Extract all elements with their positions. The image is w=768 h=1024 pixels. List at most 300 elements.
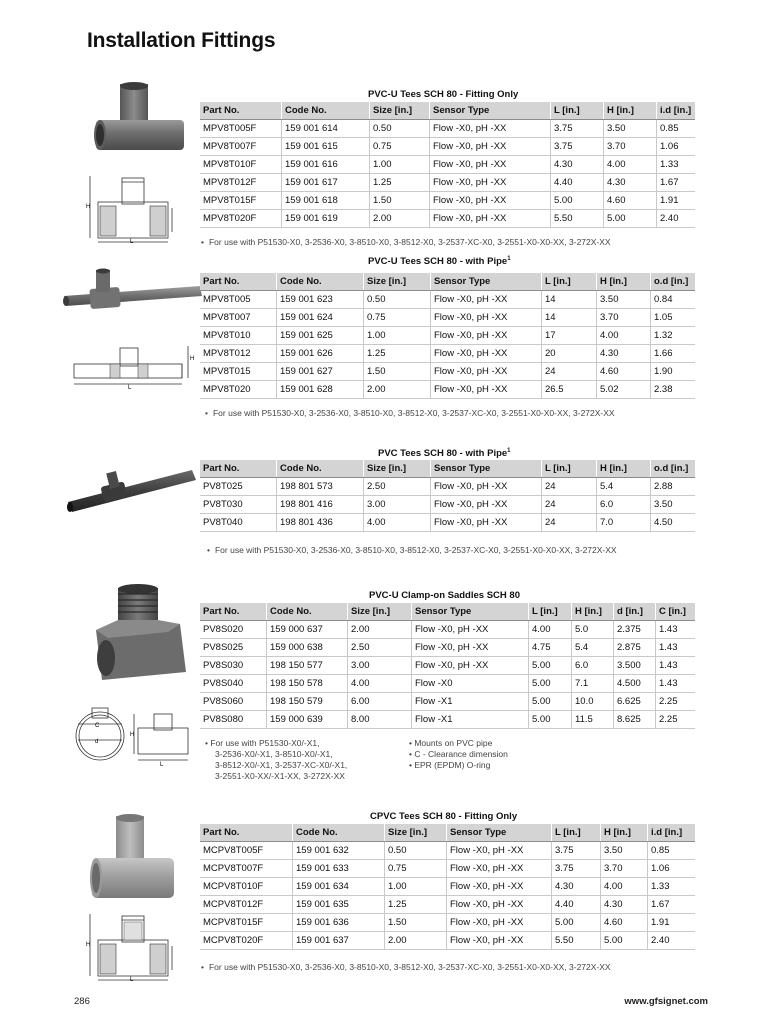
table-cell: 1.43 xyxy=(656,621,696,639)
table-cell: 159 000 639 xyxy=(267,711,348,729)
col-header: Part No. xyxy=(200,460,277,478)
table-cell: 6.00 xyxy=(348,693,412,711)
table-cell: MPV8T020 xyxy=(200,381,277,399)
table-cell: 3.50 xyxy=(604,120,657,138)
table-cell: 2.375 xyxy=(614,621,656,639)
table-cell: 1.50 xyxy=(385,914,447,932)
table-cell: 198 150 577 xyxy=(267,657,348,675)
table-cell: 8.625 xyxy=(614,711,656,729)
table-cell: 159 001 636 xyxy=(293,914,385,932)
spec-table xyxy=(200,824,695,950)
table-cell: 4.50 xyxy=(651,514,696,532)
section-title: PVC-U Clamp-on Saddles SCH 80 xyxy=(369,590,520,601)
table-cell: 1.43 xyxy=(656,657,696,675)
dimension-label: L xyxy=(130,977,134,982)
table-cell: Flow -X0, pH -XX xyxy=(447,860,552,878)
table-cell: 3.75 xyxy=(552,842,601,860)
col-header: Part No. xyxy=(200,273,277,291)
table-cell: PV8T040 xyxy=(200,514,277,532)
table-cell: PV8T025 xyxy=(200,478,277,496)
table-cell: Flow -X0, pH -XX xyxy=(431,478,542,496)
table-row xyxy=(200,309,695,327)
table-cell: 2.88 xyxy=(651,478,696,496)
section-title: PVC-U Tees SCH 80 - with Pipe$^1$ xyxy=(368,256,511,268)
table-cell: 1.67 xyxy=(648,896,696,914)
table-cell: Flow -X0, pH -XX xyxy=(430,210,551,228)
table-cell: 1.50 xyxy=(370,192,430,210)
table-cell: 6.0 xyxy=(597,496,651,514)
table-cell: 3.50 xyxy=(601,842,648,860)
table-cell: Flow -X0, pH -XX xyxy=(431,345,542,363)
table-cell: 159 001 624 xyxy=(277,309,364,327)
table-cell: 2.00 xyxy=(364,381,431,399)
table-row xyxy=(200,291,695,309)
table-cell: 3.70 xyxy=(597,309,651,327)
table-cell: 159 001 632 xyxy=(293,842,385,860)
col-header: Size [in.] xyxy=(385,824,447,842)
table-cell: Flow -X0, pH -XX xyxy=(431,514,542,532)
table-cell: MPV8T012F xyxy=(200,174,282,192)
table-cell: 2.38 xyxy=(651,381,696,399)
table-cell: PV8S060 xyxy=(200,693,267,711)
col-header: Sensor Type xyxy=(430,102,551,120)
table-cell: 1.00 xyxy=(385,878,447,896)
col-header: Size [in.] xyxy=(364,273,431,291)
table-cell: Flow -X0, pH -XX xyxy=(412,657,529,675)
note-text: 3-8512-X0/-X1, 3-2537-XC-X0/-X1, xyxy=(215,760,348,770)
table-row xyxy=(200,860,695,878)
table-row xyxy=(200,120,695,138)
spec-table xyxy=(200,273,695,399)
note-text: C - Clearance dimension xyxy=(414,749,508,759)
table-cell: 3.00 xyxy=(364,496,431,514)
table-cell: MPV8T007 xyxy=(200,309,277,327)
table-cell: 3.00 xyxy=(348,657,412,675)
spec-table xyxy=(200,102,695,228)
table-cell: 2.25 xyxy=(656,711,696,729)
table-cell: 7.1 xyxy=(572,675,614,693)
table-cell: 159 001 637 xyxy=(293,932,385,950)
table-cell: 159 001 634 xyxy=(293,878,385,896)
table-cell: 1.43 xyxy=(656,675,696,693)
table-cell: Flow -X0, pH -XX xyxy=(430,156,551,174)
dim-label-l: L xyxy=(130,239,134,244)
dimension-label: C xyxy=(95,723,100,729)
table-cell: 1.00 xyxy=(364,327,431,345)
table-cell: 159 001 617 xyxy=(282,174,370,192)
col-header: i.d [in.] xyxy=(657,102,696,120)
tee-with-pipe-drawing xyxy=(70,342,200,390)
table-cell: 1.50 xyxy=(364,363,431,381)
saddle-features-note xyxy=(409,738,508,771)
note-text: 3-2551-X0-XX/-X1-XX, 3-272X-XX xyxy=(215,771,345,781)
table-cell: 159 001 619 xyxy=(282,210,370,228)
table-cell: 159 001 618 xyxy=(282,192,370,210)
note-text: • xyxy=(409,749,415,759)
table-cell: 26.5 xyxy=(542,381,597,399)
col-header: Code No. xyxy=(267,603,348,621)
col-header: H [in.] xyxy=(601,824,648,842)
table-cell: 4.30 xyxy=(552,878,601,896)
note-text xyxy=(205,738,347,749)
table-cell: Flow -X0, pH -XX xyxy=(447,914,552,932)
col-header: Size [in.] xyxy=(364,460,431,478)
table-cell: 0.75 xyxy=(364,309,431,327)
table-cell: Flow -X0, pH -XX xyxy=(431,327,542,345)
dim-label-h: H xyxy=(86,204,91,210)
pvc-tee-with-pipe-photo xyxy=(64,462,198,512)
table-cell: 6.625 xyxy=(614,693,656,711)
table-cell: 1.90 xyxy=(651,363,696,381)
clamp-on-saddle-photo xyxy=(88,580,196,688)
table-cell: 1.06 xyxy=(657,138,696,156)
note-text: • xyxy=(409,760,415,770)
table-cell: 0.50 xyxy=(370,120,430,138)
table-cell: 4.00 xyxy=(597,327,651,345)
table-cell: MPV8T015F xyxy=(200,192,282,210)
table-cell: 2.40 xyxy=(657,210,696,228)
table-cell: 4.00 xyxy=(601,878,648,896)
table-cell: MPV8T005F xyxy=(200,120,282,138)
table-cell: 2.875 xyxy=(614,639,656,657)
table-cell: 5.50 xyxy=(551,210,604,228)
table-cell: 198 801 573 xyxy=(277,478,364,496)
col-header: H [in.] xyxy=(572,603,614,621)
table-row xyxy=(200,327,695,345)
col-header: Sensor Type xyxy=(412,603,529,621)
table-cell: MPV8T010 xyxy=(200,327,277,345)
table-row xyxy=(200,639,695,657)
col-header: Code No. xyxy=(277,460,364,478)
table-cell: 5.00 xyxy=(529,693,572,711)
section-title: CPVC Tees SCH 80 - Fitting Only xyxy=(370,811,518,822)
col-header: C [in.] xyxy=(656,603,696,621)
table-row xyxy=(200,192,695,210)
table-row xyxy=(200,345,695,363)
page-number: 286 xyxy=(74,996,90,1007)
table-row xyxy=(200,174,695,192)
table-row xyxy=(200,496,695,514)
table-row xyxy=(200,156,695,174)
table-cell: 1.00 xyxy=(370,156,430,174)
table-cell: 5.02 xyxy=(597,381,651,399)
table-cell: 2.50 xyxy=(364,478,431,496)
table-row xyxy=(200,842,695,860)
table-cell: 3.75 xyxy=(552,860,601,878)
table-cell: 159 001 615 xyxy=(282,138,370,156)
table-cell: Flow -X0, pH -XX xyxy=(430,174,551,192)
table-cell: 4.30 xyxy=(551,156,604,174)
cpvc-tee-dimension-drawing xyxy=(86,910,178,982)
table-cell: 159 001 635 xyxy=(293,896,385,914)
table-cell: 159 001 623 xyxy=(277,291,364,309)
table-cell: MCPV8T007F xyxy=(200,860,293,878)
table-cell: 159 001 626 xyxy=(277,345,364,363)
table-cell: MPV8T012 xyxy=(200,345,277,363)
col-header: o.d [in.] xyxy=(651,460,696,478)
table-cell: 3.75 xyxy=(551,138,604,156)
table-cell: 1.91 xyxy=(657,192,696,210)
table-cell: 2.40 xyxy=(648,932,696,950)
table-cell: 0.75 xyxy=(385,860,447,878)
table-cell: 4.00 xyxy=(529,621,572,639)
table-cell: 4.30 xyxy=(601,896,648,914)
table-cell: 24 xyxy=(542,363,597,381)
table-row xyxy=(200,914,695,932)
table-row xyxy=(200,210,695,228)
dimension-label: d xyxy=(95,739,99,745)
dimension-label: H xyxy=(86,942,91,948)
spec-table xyxy=(200,603,695,729)
table-cell: 5.00 xyxy=(601,932,648,950)
table-cell: 4.60 xyxy=(604,192,657,210)
table-cell: 1.25 xyxy=(385,896,447,914)
table-row xyxy=(200,675,695,693)
compatibility-note xyxy=(201,237,611,247)
table-row xyxy=(200,657,695,675)
table-cell: MPV8T015 xyxy=(200,363,277,381)
table-cell: 0.50 xyxy=(364,291,431,309)
dimension-label: H xyxy=(130,732,135,738)
tee-fitting-photo xyxy=(92,80,192,170)
table-row xyxy=(200,514,695,532)
table-cell: 6.0 xyxy=(572,657,614,675)
table-cell: 159 001 616 xyxy=(282,156,370,174)
table-row xyxy=(200,932,695,950)
col-header: Code No. xyxy=(282,102,370,120)
table-cell: 1.33 xyxy=(648,878,696,896)
col-header: Part No. xyxy=(200,824,293,842)
table-cell: 198 150 578 xyxy=(267,675,348,693)
table-cell: 0.50 xyxy=(385,842,447,860)
table-cell: 1.32 xyxy=(651,327,696,345)
col-header: Sensor Type xyxy=(431,273,542,291)
col-header: o.d [in.] xyxy=(651,273,696,291)
table-row xyxy=(200,381,695,399)
tee-with-pipe-photo xyxy=(60,264,206,318)
saddle-dimension-drawing xyxy=(64,706,192,768)
table-cell: 1.25 xyxy=(364,345,431,363)
table-cell: 10.0 xyxy=(572,693,614,711)
table-cell: 2.00 xyxy=(370,210,430,228)
table-cell: MPV8T010F xyxy=(200,156,282,174)
table-cell: Flow -X0, pH -XX xyxy=(431,291,542,309)
table-cell: 4.40 xyxy=(551,174,604,192)
note-text: • xyxy=(205,738,211,748)
note-text xyxy=(409,738,508,749)
table-cell: 2.00 xyxy=(385,932,447,950)
table-cell: 5.00 xyxy=(551,192,604,210)
col-header: d [in.] xyxy=(614,603,656,621)
table-cell: 4.500 xyxy=(614,675,656,693)
website-url: www.gfsignet.com xyxy=(624,996,708,1007)
table-cell: 5.0 xyxy=(572,621,614,639)
table-cell: MCPV8T010F xyxy=(200,878,293,896)
table-cell: 3.50 xyxy=(651,496,696,514)
table-cell: 198 150 579 xyxy=(267,693,348,711)
table-cell: Flow -X0, pH -XX xyxy=(447,932,552,950)
note-text: • xyxy=(207,545,210,555)
table-cell: PV8S020 xyxy=(200,621,267,639)
table-cell: 159 001 628 xyxy=(277,381,364,399)
table-cell: 1.25 xyxy=(370,174,430,192)
note-text: • xyxy=(205,408,208,418)
table-cell: 5.00 xyxy=(604,210,657,228)
table-cell: 159 001 614 xyxy=(282,120,370,138)
table-cell: Flow -X0, pH -XX xyxy=(431,496,542,514)
compatibility-note xyxy=(201,962,611,972)
compatibility-note xyxy=(207,545,617,555)
note-text: For use with P51530-X0, 3-2536-X0, 3-8510-X0, 3-8512-X0, 3-2537-XC-X0, 3-2551-X0-X0-XX, 3-272X-XX xyxy=(212,408,615,418)
note-text: For use with P51530-X0/-X1, xyxy=(210,738,320,748)
table-cell: Flow -X1 xyxy=(412,693,529,711)
table-cell: Flow -X0 xyxy=(412,675,529,693)
table-row xyxy=(200,878,695,896)
table-cell: 4.75 xyxy=(529,639,572,657)
table-cell: Flow -X0, pH -XX xyxy=(431,381,542,399)
table-cell: Flow -X0, pH -XX xyxy=(430,192,551,210)
table-cell: 3.70 xyxy=(604,138,657,156)
table-cell: 1.67 xyxy=(657,174,696,192)
table-cell: 7.0 xyxy=(597,514,651,532)
table-cell: MCPV8T012F xyxy=(200,896,293,914)
table-cell: 3.500 xyxy=(614,657,656,675)
table-cell: PV8T030 xyxy=(200,496,277,514)
table-row xyxy=(200,478,695,496)
table-row xyxy=(200,896,695,914)
col-header: H [in.] xyxy=(604,102,657,120)
note-text: • xyxy=(409,738,415,748)
table-cell: Flow -X0, pH -XX xyxy=(430,120,551,138)
col-header: Code No. xyxy=(277,273,364,291)
table-cell: 4.40 xyxy=(552,896,601,914)
table-row xyxy=(200,711,695,729)
table-cell: 20 xyxy=(542,345,597,363)
table-cell: 1.43 xyxy=(656,639,696,657)
table-cell: 4.60 xyxy=(597,363,651,381)
col-header: L [in.] xyxy=(552,824,601,842)
table-cell: 11.5 xyxy=(572,711,614,729)
table-cell: 5.4 xyxy=(597,478,651,496)
note-text: • xyxy=(201,237,204,247)
note-text: For use with P51530-X0, 3-2536-X0, 3-8510-X0, 3-8512-X0, 3-2537-XC-X0, 3-2551-X0-X0-XX, 3-272X-XX xyxy=(208,962,611,972)
col-header: L [in.] xyxy=(551,102,604,120)
col-header: Sensor Type xyxy=(447,824,552,842)
table-cell: MCPV8T020F xyxy=(200,932,293,950)
table-row xyxy=(200,138,695,156)
table-cell: 1.66 xyxy=(651,345,696,363)
table-cell: 0.84 xyxy=(651,291,696,309)
table-cell: Flow -X0, pH -XX xyxy=(412,621,529,639)
col-header: Part No. xyxy=(200,603,267,621)
col-header: H [in.] xyxy=(597,273,651,291)
table-cell: PV8S080 xyxy=(200,711,267,729)
table-cell: 14 xyxy=(542,309,597,327)
col-header: H [in.] xyxy=(597,460,651,478)
table-cell: Flow -X0, pH -XX xyxy=(447,842,552,860)
dimension-label: L xyxy=(160,762,164,768)
table-cell: 1.33 xyxy=(657,156,696,174)
table-cell: 24 xyxy=(542,478,597,496)
table-row xyxy=(200,621,695,639)
col-header: Code No. xyxy=(293,824,385,842)
table-cell: 4.60 xyxy=(601,914,648,932)
note-text: Mounts on PVC pipe xyxy=(414,738,493,748)
table-cell: Flow -X0, pH -XX xyxy=(412,639,529,657)
col-header: L [in.] xyxy=(542,273,597,291)
dimension-label: L xyxy=(128,385,132,390)
tee-dimension-drawing xyxy=(86,172,178,244)
table-cell: PV8S025 xyxy=(200,639,267,657)
table-cell: 1.06 xyxy=(648,860,696,878)
table-cell: 14 xyxy=(542,291,597,309)
section-title: PVC-U Tees SCH 80 - Fitting Only xyxy=(368,89,519,100)
table-row xyxy=(200,693,695,711)
table-cell: 24 xyxy=(542,496,597,514)
table-cell: 2.25 xyxy=(656,693,696,711)
table-cell: 159 000 637 xyxy=(267,621,348,639)
table-cell: 198 801 416 xyxy=(277,496,364,514)
section-title: PVC Tees SCH 80 - with Pipe$^1$ xyxy=(378,448,511,460)
table-row xyxy=(200,363,695,381)
note-text: For use with P51530-X0, 3-2536-X0, 3-8510-X0, 3-8512-X0, 3-2537-XC-X0, 3-2551-X0-X0-XX, 3-272X-XX xyxy=(214,545,617,555)
table-cell: 5.50 xyxy=(552,932,601,950)
table-cell: 4.30 xyxy=(604,174,657,192)
table-cell: 5.4 xyxy=(572,639,614,657)
col-header: Part No. xyxy=(200,102,282,120)
table-cell: 5.00 xyxy=(529,675,572,693)
table-cell: 2.00 xyxy=(348,621,412,639)
table-cell: MCPV8T015F xyxy=(200,914,293,932)
col-header: Size [in.] xyxy=(348,603,412,621)
note-text: • xyxy=(201,962,204,972)
table-cell: 3.50 xyxy=(597,291,651,309)
table-cell: 198 801 436 xyxy=(277,514,364,532)
table-cell: 159 000 638 xyxy=(267,639,348,657)
table-cell: MPV8T005 xyxy=(200,291,277,309)
page-title: Installation Fittings xyxy=(87,29,276,52)
saddle-compatibility-note xyxy=(205,738,347,782)
table-cell: MPV8T020F xyxy=(200,210,282,228)
table-cell: 5.00 xyxy=(529,711,572,729)
table-cell: 5.00 xyxy=(529,657,572,675)
note-text: 3-2536-X0/-X1, 3-8510-X0/-X1, xyxy=(215,749,333,759)
table-cell: Flow -X0, pH -XX xyxy=(430,138,551,156)
table-cell: 1.05 xyxy=(651,309,696,327)
table-cell: Flow -X1 xyxy=(412,711,529,729)
table-cell: MCPV8T005F xyxy=(200,842,293,860)
col-header: L [in.] xyxy=(529,603,572,621)
table-cell: 0.75 xyxy=(370,138,430,156)
table-cell: 17 xyxy=(542,327,597,345)
note-text: EPR (EPDM) O-ring xyxy=(414,760,491,770)
col-header: L [in.] xyxy=(542,460,597,478)
table-cell: 159 001 625 xyxy=(277,327,364,345)
table-cell: Flow -X0, pH -XX xyxy=(447,878,552,896)
table-cell: 0.85 xyxy=(648,842,696,860)
note-text: For use with P51530-X0, 3-2536-X0, 3-8510-X0, 3-8512-X0, 3-2537-XC-X0, 3-2551-X0-X0-XX, 3-272X-XX xyxy=(208,237,611,247)
compatibility-note xyxy=(205,408,615,418)
table-cell: 2.50 xyxy=(348,639,412,657)
table-cell: Flow -X0, pH -XX xyxy=(447,896,552,914)
dimension-label: H xyxy=(190,356,195,362)
table-cell: 3.75 xyxy=(551,120,604,138)
spec-table xyxy=(200,460,695,532)
table-cell: 159 001 633 xyxy=(293,860,385,878)
note-text xyxy=(409,749,508,760)
table-cell: 4.30 xyxy=(597,345,651,363)
table-cell: 3.70 xyxy=(601,860,648,878)
